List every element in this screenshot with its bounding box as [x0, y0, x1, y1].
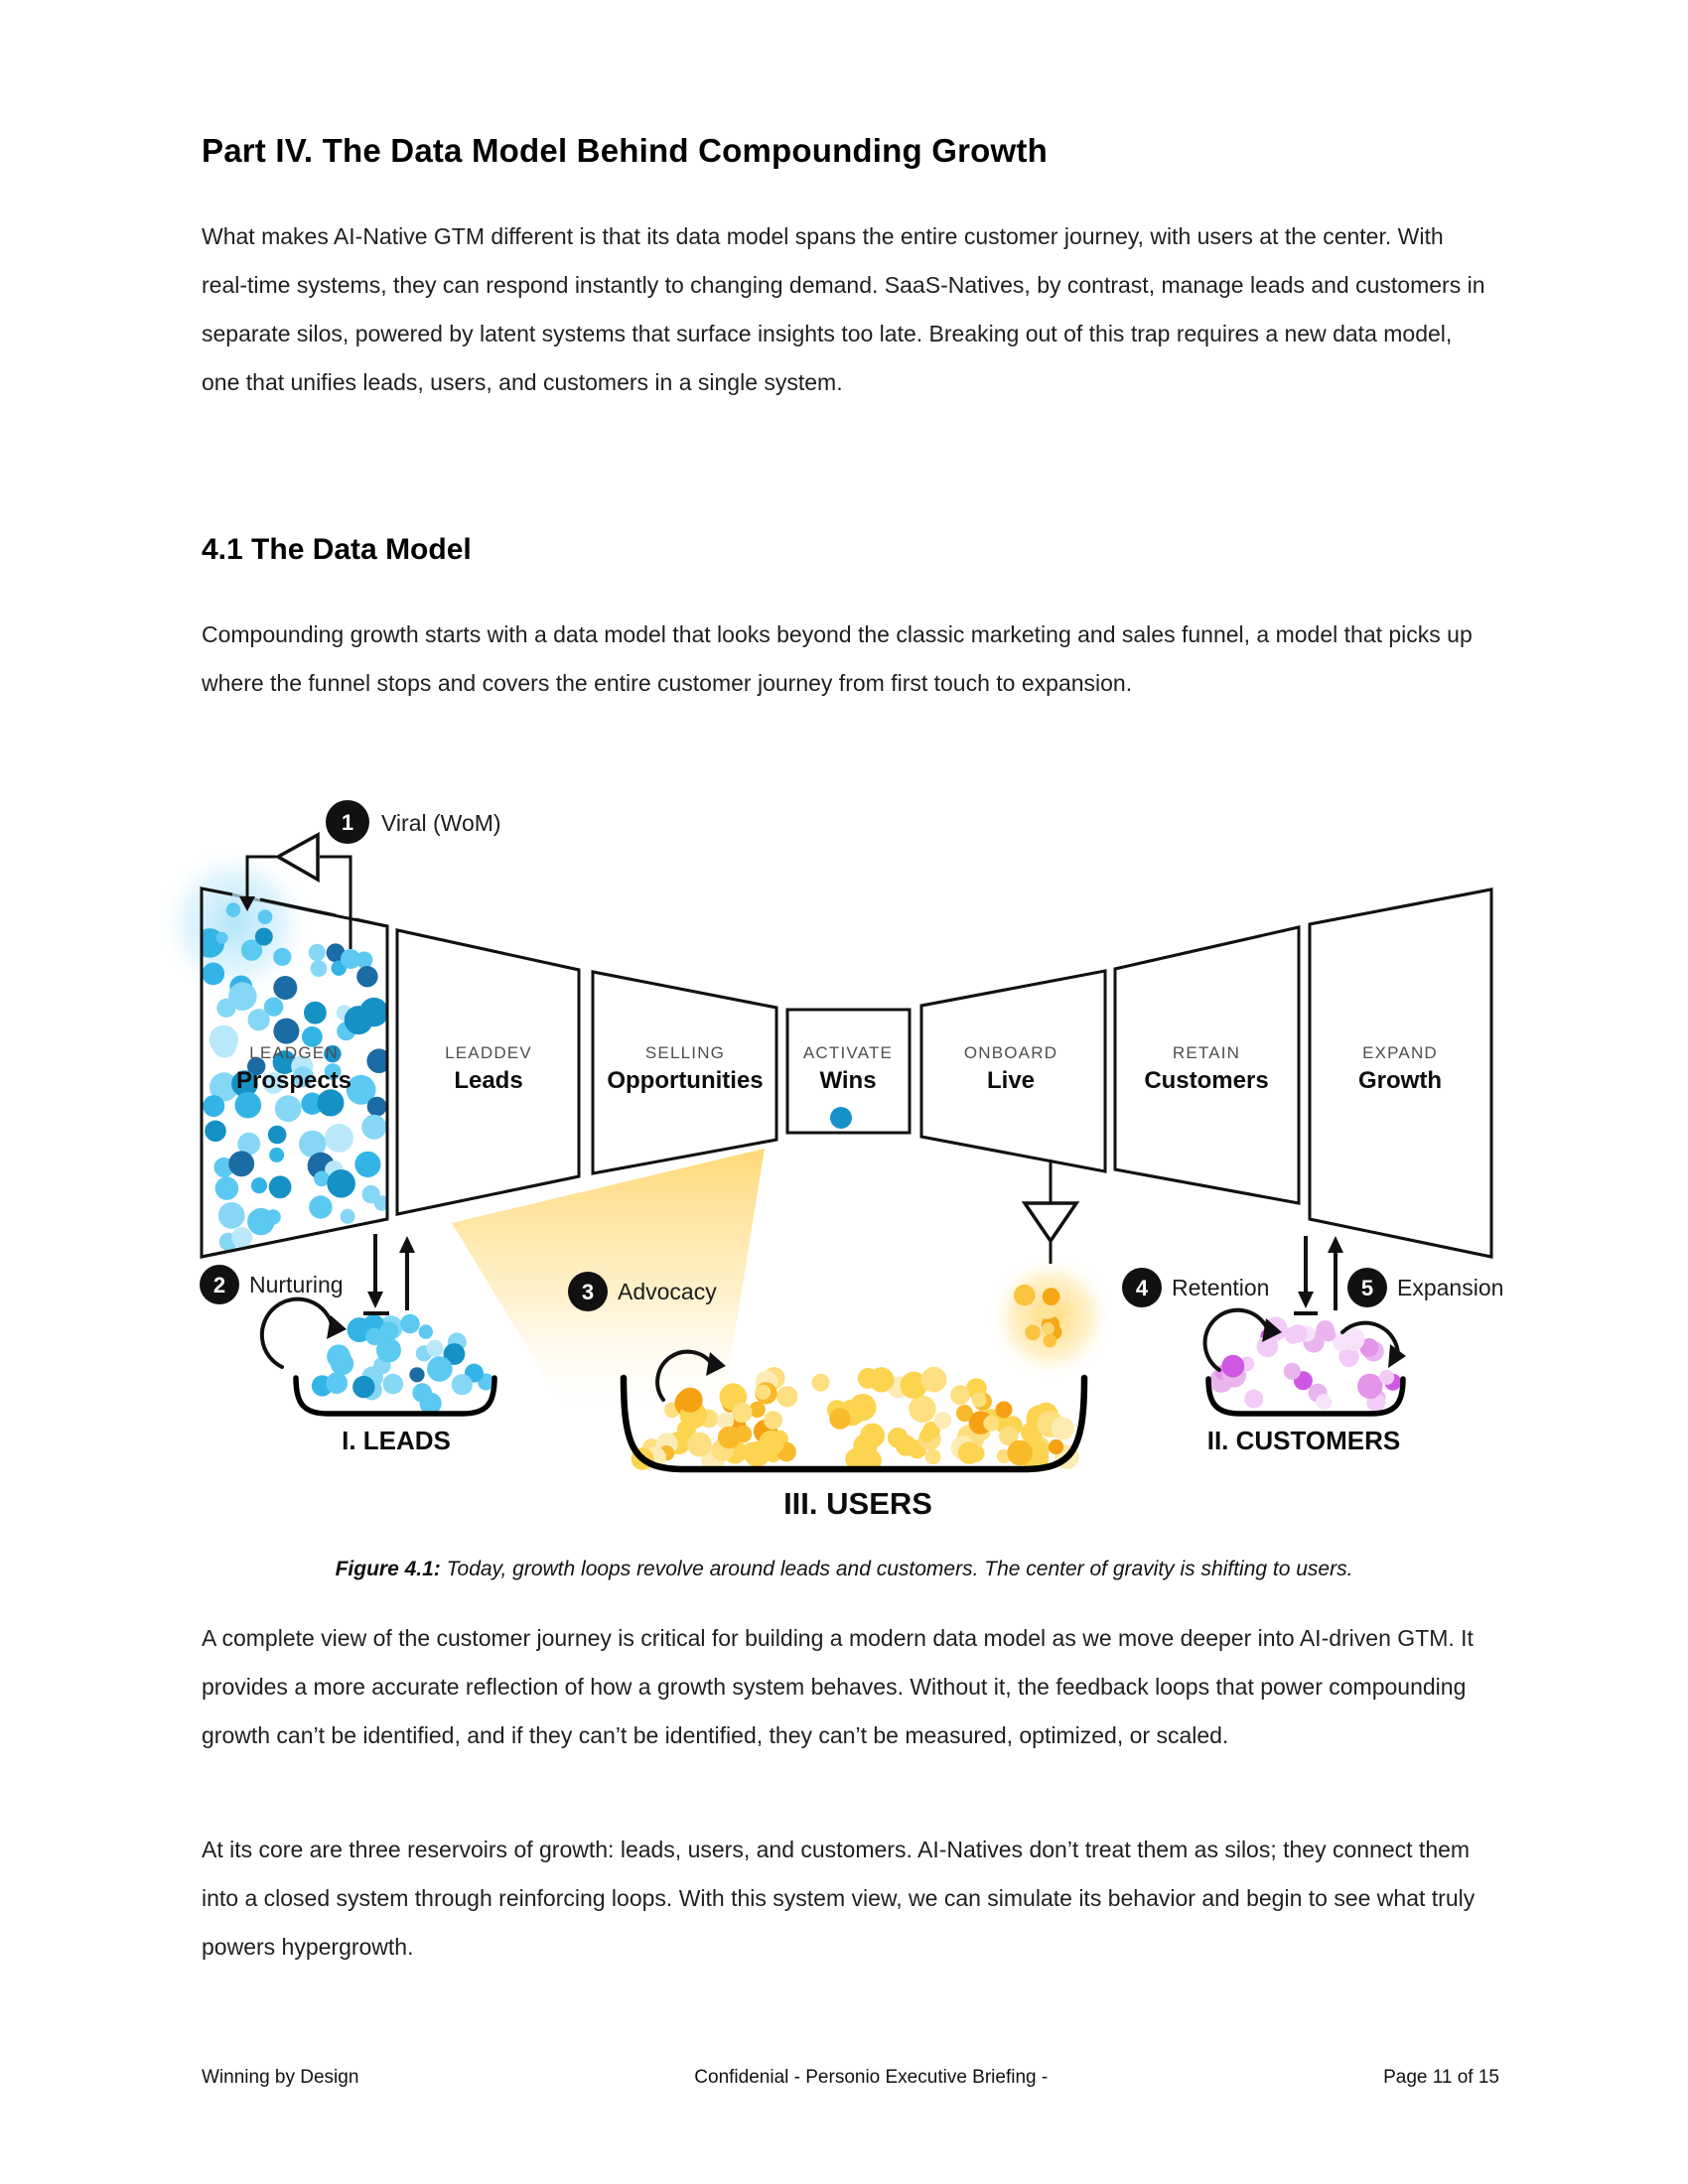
dot [268, 1126, 287, 1145]
section-heading: 4.1 The Data Model [202, 533, 472, 566]
dot [849, 1394, 876, 1421]
loop-badge-nurturing [200, 1265, 344, 1304]
dot [1221, 1355, 1244, 1378]
loop-number: 4 [1135, 1276, 1149, 1300]
loop-badge-viral [326, 800, 501, 844]
dot [376, 1338, 401, 1363]
loop-label: Expansion [1397, 1275, 1504, 1300]
dot [1025, 1325, 1041, 1341]
dot [1007, 1440, 1033, 1466]
footer-confidential: Confidenial - Personio Executive Briefing - [694, 2067, 1049, 2088]
dot [226, 902, 241, 917]
dot [896, 1435, 916, 1456]
dot [1044, 1334, 1057, 1348]
loop-badge-expansion [1347, 1268, 1503, 1307]
dot [269, 1148, 284, 1162]
dot [950, 1385, 970, 1405]
retention-down-arrowhead-icon [1298, 1292, 1314, 1308]
dot [251, 1177, 267, 1193]
dot [869, 1367, 894, 1392]
loop-badge-retention [1122, 1268, 1269, 1307]
dot [1316, 1394, 1332, 1410]
dot [1128, 948, 1143, 963]
wins-dot [830, 1107, 852, 1129]
reservoirs-paragraph: At its core are three reservoirs of growth: leads, users, and customers. AI-Natives don’t treat them as silos; they connect them into a closed system through reinforcing loops. With this system view, we can simulate its behavior and begin to see what truly powers hypergrowth. [202, 1837, 1476, 1960]
stage-name-wins: Wins [819, 1067, 877, 1094]
dot [345, 1006, 373, 1034]
intro-paragraph: What makes AI-Native GTM different is that its data model spans the entire customer journey, with users at the center. With real-time systems, they can respond instantly to changing demand. SaaS-Natives, by contrast, manage leads and customers in separate silos, powered by latent systems that surface insights too late. Breaking out of this trap requires a new data model, one that unifies leads, users, and customers in a single system. [202, 223, 1485, 395]
dot [1049, 1439, 1063, 1454]
dot [275, 1095, 302, 1122]
dot [212, 1034, 236, 1058]
page-title: Part IV. The Data Model Behind Compounding Growth [202, 132, 1048, 169]
dot [732, 1403, 752, 1423]
dot [341, 1209, 355, 1224]
reservoir-label-users: III. USERS [783, 1486, 932, 1521]
dot [687, 1433, 712, 1457]
dot [231, 1227, 252, 1248]
panel-customers-outline [1115, 927, 1299, 1203]
dot [1357, 1374, 1382, 1399]
dot [776, 1386, 797, 1407]
stage-tag-retain: RETAIN [1172, 1043, 1241, 1062]
dot [909, 1396, 935, 1423]
reservoir-label-customers: II. CUSTOMERS [1206, 1426, 1401, 1455]
stage-tag-selling: SELLING [644, 1043, 726, 1062]
dot [235, 1092, 262, 1119]
stage-name-growth: Growth [1358, 1067, 1442, 1094]
dot [304, 1002, 327, 1024]
dot [269, 1175, 292, 1198]
dot [1321, 1327, 1336, 1342]
dot [361, 1115, 386, 1140]
stage-name-leads: Leads [454, 1067, 523, 1094]
dot [759, 1431, 784, 1456]
growth-loops-diagram [149, 764, 1559, 1539]
loop-number: 3 [581, 1280, 595, 1304]
dot [218, 1202, 245, 1229]
dot [202, 963, 224, 986]
dot [452, 1374, 473, 1395]
dot [678, 1388, 703, 1413]
dot [921, 1367, 947, 1393]
dot [1042, 1322, 1055, 1335]
dot [325, 1124, 353, 1153]
figure-caption-text: Today, growth loops revolve around leads and customers. The center of gravity is shifting to users. [440, 1558, 1353, 1580]
dot [203, 1095, 224, 1117]
stage-tag-onboard: ONBOARD [963, 1043, 1058, 1062]
dot [309, 1195, 332, 1218]
loop-label: Advocacy [618, 1279, 717, 1304]
dot [427, 1356, 453, 1382]
nurture-up-arrowhead-icon [399, 1236, 415, 1253]
dot [920, 1428, 935, 1442]
dot [1043, 1288, 1060, 1305]
dot [1284, 1363, 1301, 1380]
dot [356, 966, 377, 987]
dot [216, 932, 228, 944]
dot [972, 1393, 987, 1408]
figure-caption [202, 1558, 1486, 1581]
dot [812, 1374, 830, 1392]
page-footer [202, 2067, 1499, 2089]
loop-label: Retention [1172, 1275, 1270, 1300]
complete-view-paragraph: A complete view of the customer journey is critical for building a modern data model as we move deeper into AI-driven GTM. It provides a more accurate reflection of how a growth system behaves. Without it, the feedback loops that power compounding growth can’t be identified, and if they can’t be identified, they can’t be measured, optimized, or scaled. [202, 1625, 1474, 1748]
dot [829, 1408, 850, 1429]
dot [309, 944, 326, 961]
dot [331, 1352, 353, 1375]
funnel-icon [1025, 1203, 1076, 1241]
dot [1014, 1285, 1036, 1306]
dot [354, 1152, 380, 1177]
stage-name-live: Live [986, 1067, 1036, 1094]
customers-reservoir-dots [1209, 1317, 1401, 1413]
dot [1115, 1177, 1135, 1197]
leads-loop-arrow [262, 1299, 333, 1367]
dot [996, 1402, 1013, 1419]
stage-name-opportunities: Opportunities [607, 1067, 764, 1094]
dot [215, 1176, 239, 1200]
section-intro-paragraph: Compounding growth starts with a data model that looks beyond the classic marketing and sales funnel, a model that picks up where the funnel stops and covers the entire customer journey from first touch to expansion. [202, 621, 1473, 696]
stage-tag-expand: EXPAND [1362, 1043, 1438, 1062]
nurture-down-arrowhead-icon [367, 1292, 383, 1308]
expansion-up-arrowhead-icon [1328, 1236, 1343, 1253]
dot [248, 1009, 270, 1030]
figure-caption-label: Figure 4.1: [335, 1558, 441, 1580]
dot [934, 1412, 951, 1429]
dot [1244, 1390, 1263, 1409]
dot [383, 1374, 404, 1395]
stage-name-customers: Customers [1144, 1067, 1269, 1094]
dot [311, 960, 328, 977]
dot [427, 1340, 444, 1357]
dot [756, 1385, 771, 1400]
dot [367, 1097, 387, 1117]
dot [327, 1169, 355, 1198]
dot [205, 1121, 226, 1143]
dot [983, 1416, 999, 1432]
stage-tag-activate: ACTIVATE [802, 1043, 894, 1062]
dot [273, 948, 291, 966]
dot [228, 982, 257, 1011]
stage-name-prospects: Prospects [235, 1067, 352, 1094]
dot [228, 1151, 254, 1176]
dot [764, 1411, 782, 1430]
dot [258, 909, 273, 924]
dot [1052, 1417, 1074, 1439]
footer-page-number: Page 11 of 15 [1383, 2067, 1499, 2088]
footer-company: Winning by Design [202, 2067, 359, 2088]
stage-tag-leadgen: LEADGEN [249, 1043, 339, 1062]
loop-label: Nurturing [249, 1272, 344, 1297]
dot [1379, 1370, 1394, 1385]
dot [255, 928, 273, 946]
dot [273, 976, 297, 1000]
dot [419, 1324, 433, 1338]
dot [718, 1427, 741, 1449]
dot [326, 1372, 348, 1394]
dot [958, 1441, 980, 1463]
dot [400, 1314, 420, 1334]
stage-tag-leaddev: LEADDEV [445, 1043, 532, 1062]
dot [1145, 941, 1160, 956]
loop-number: 5 [1360, 1276, 1374, 1300]
reservoir-label-leads: I. LEADS [342, 1426, 451, 1455]
dot [352, 1376, 374, 1398]
dot [409, 1367, 424, 1382]
viral-seed-dot [341, 949, 360, 969]
loop-label: Viral (WoM) [381, 810, 501, 836]
loop-number: 2 [212, 1273, 226, 1297]
dot [380, 1321, 399, 1340]
dot [925, 1449, 941, 1465]
dot [265, 1209, 281, 1225]
dot [273, 1019, 299, 1044]
loop-number: 1 [341, 810, 354, 835]
dot [1289, 1324, 1308, 1343]
